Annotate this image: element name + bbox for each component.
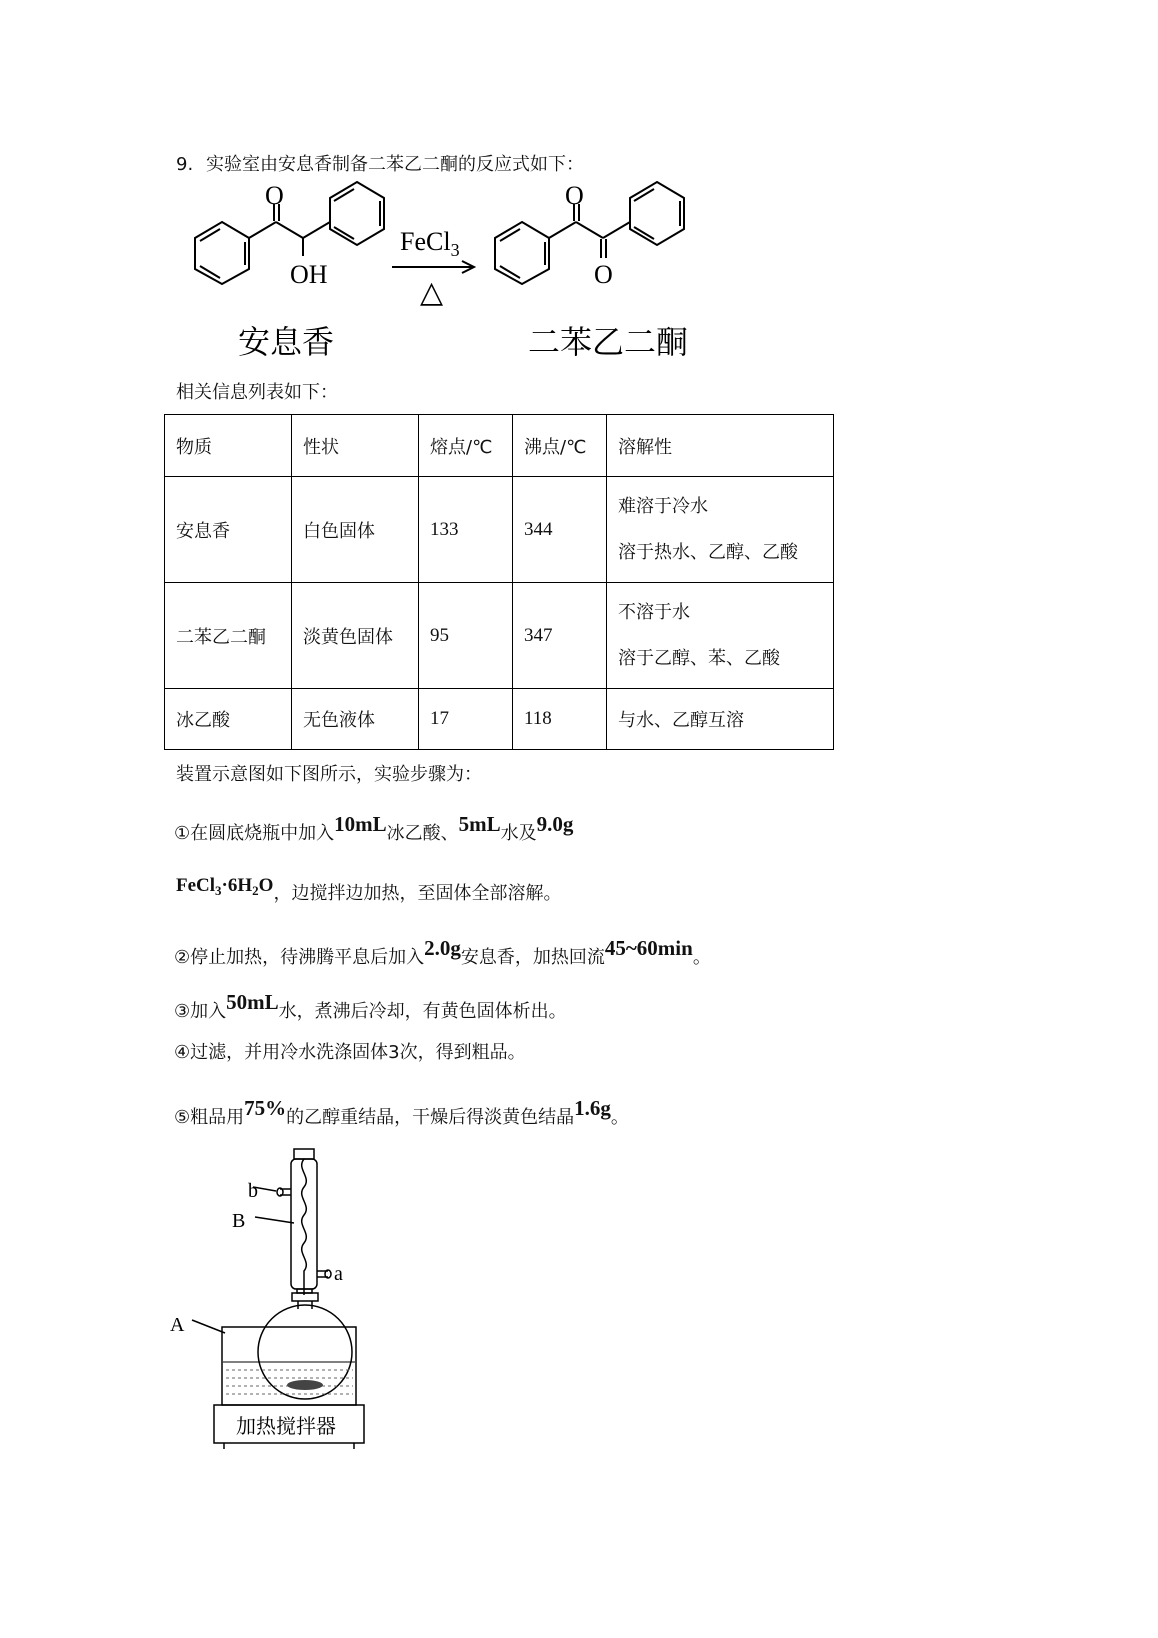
label-port-a: a — [334, 1263, 343, 1285]
formula-part: FeCl — [176, 875, 216, 896]
solubility-line: 溶于热水、乙醇、乙酸 — [618, 541, 798, 563]
step-3-volume: 50mL — [226, 990, 279, 1014]
cell-bp: 347 — [513, 583, 607, 689]
product-o-bottom: O — [594, 260, 613, 289]
step-2 — [174, 936, 711, 968]
step-2-text: ②停止加热，待沸腾平息后加入 — [174, 947, 425, 968]
step-1-continued — [176, 875, 562, 905]
cell-mp: 95 — [419, 583, 513, 689]
product-name: 二苯乙二酮 — [528, 324, 689, 360]
reactant-hydroxyl: OH — [290, 260, 328, 289]
formula-subscript: 3 — [215, 883, 222, 898]
reagent-fecl3: FeCl$_3$ — [400, 227, 460, 260]
step-1-mass: 9.0g — [536, 812, 574, 836]
heater-label: 加热搅拌器 — [236, 1416, 336, 1438]
step-3-text: 水，煮沸后冷却，有黄色固体析出。 — [278, 1001, 567, 1022]
cell-bp: 118 — [513, 689, 607, 750]
cell-state: 无色液体 — [292, 689, 419, 750]
table-header-row — [165, 415, 834, 477]
solubility-line: 溶于乙醇、苯、乙酸 — [618, 647, 780, 669]
formula-part: O — [258, 875, 274, 896]
cell-solubility — [607, 583, 834, 689]
step-5-text: 。 — [610, 1107, 629, 1128]
header-substance: 物质 — [165, 415, 292, 477]
header-state: 性状 — [292, 415, 419, 477]
question-intro: 实验室由安息香制备二苯乙二酮的反应式如下： — [206, 154, 584, 175]
reactant-benzene-ring-right — [330, 182, 384, 245]
step-1-acetic-volume: 10mL — [334, 812, 387, 836]
step-5-text: ⑤粗品用 — [174, 1107, 245, 1128]
product-benzene-ring-left — [495, 222, 549, 284]
table-row — [165, 477, 834, 583]
steps-intro: 装置示意图如下图所示，实验步骤为： — [176, 764, 482, 785]
cell-mp: 133 — [419, 477, 513, 583]
cell-state: 白色固体 — [292, 477, 419, 583]
formula-part: ·6H — [221, 875, 253, 896]
reactant-benzene-ring-left — [195, 222, 249, 284]
fecl3-hydrate-formula — [176, 875, 273, 896]
step-1 — [174, 812, 574, 844]
step-4: ④过滤，并用冷水洗涤固体3次，得到粗品。 — [174, 1042, 526, 1063]
question-number: 9. — [176, 154, 194, 175]
step-1-text: 冰乙酸、 — [386, 823, 459, 844]
solubility-line: 难溶于冷水 — [618, 495, 708, 517]
formula-subscript: 2 — [252, 883, 259, 898]
table-row — [165, 583, 834, 689]
cell-state: 淡黄色固体 — [292, 583, 419, 689]
cell-mp: 17 — [419, 689, 513, 750]
step-1-water-volume: 5mL — [458, 812, 501, 836]
step-5-ethanol-percent: 75% — [244, 1096, 287, 1120]
step-2-duration: 45~60min — [604, 936, 693, 960]
cell-substance: 安息香 — [165, 477, 292, 583]
info-table — [164, 414, 834, 750]
header-bp: 沸点/℃ — [513, 415, 607, 477]
cell-bp: 344 — [513, 477, 607, 583]
step-2-text: 安息香，加热回流 — [460, 947, 605, 968]
heat-condition: △ — [420, 276, 444, 309]
label-bath: A — [170, 1314, 185, 1336]
cell-solubility: 与水、乙醇互溶 — [607, 689, 834, 750]
step-5-yield-mass: 1.6g — [574, 1096, 611, 1120]
step-5-text: 的乙醇重结晶，干燥后得淡黄色结晶 — [286, 1107, 575, 1128]
condenser-top-joint — [294, 1149, 314, 1159]
step-3-text: ③加入 — [174, 1001, 227, 1022]
condenser-B — [291, 1159, 317, 1289]
apparatus-diagram — [170, 1145, 400, 1475]
table-intro: 相关信息列表如下： — [176, 382, 338, 403]
step-1-text: 水及 — [500, 823, 537, 844]
step-3 — [174, 990, 567, 1022]
cell-substance: 冰乙酸 — [165, 689, 292, 750]
ground-glass-joint — [292, 1293, 318, 1301]
step-2-text: 。 — [692, 947, 711, 968]
label-condenser: B — [232, 1210, 246, 1232]
step-1-text: ①在圆底烧瓶中加入 — [174, 823, 335, 844]
step-5 — [174, 1096, 629, 1128]
reactant-name: 安息香 — [238, 324, 335, 360]
condenser-inner-coil — [302, 1159, 307, 1295]
product-benzene-ring-right — [630, 182, 684, 245]
product-o-top: O — [565, 181, 584, 210]
solubility-line: 不溶于水 — [618, 601, 690, 623]
table-row — [165, 689, 834, 750]
label-port-b: b — [248, 1180, 258, 1202]
step-1-tail: ，边搅拌边加热，至固体全部溶解。 — [273, 883, 562, 904]
cell-substance: 二苯乙二酮 — [165, 583, 292, 689]
cell-solubility — [607, 477, 834, 583]
header-solubility: 溶解性 — [607, 415, 834, 477]
header-mp: 熔点/℃ — [419, 415, 513, 477]
water-bath-A — [222, 1327, 356, 1405]
reaction-scheme — [160, 180, 900, 370]
stir-bar — [287, 1380, 323, 1390]
reactant-carbonyl-o: O — [265, 181, 284, 210]
step-2-mass: 2.0g — [424, 936, 461, 960]
